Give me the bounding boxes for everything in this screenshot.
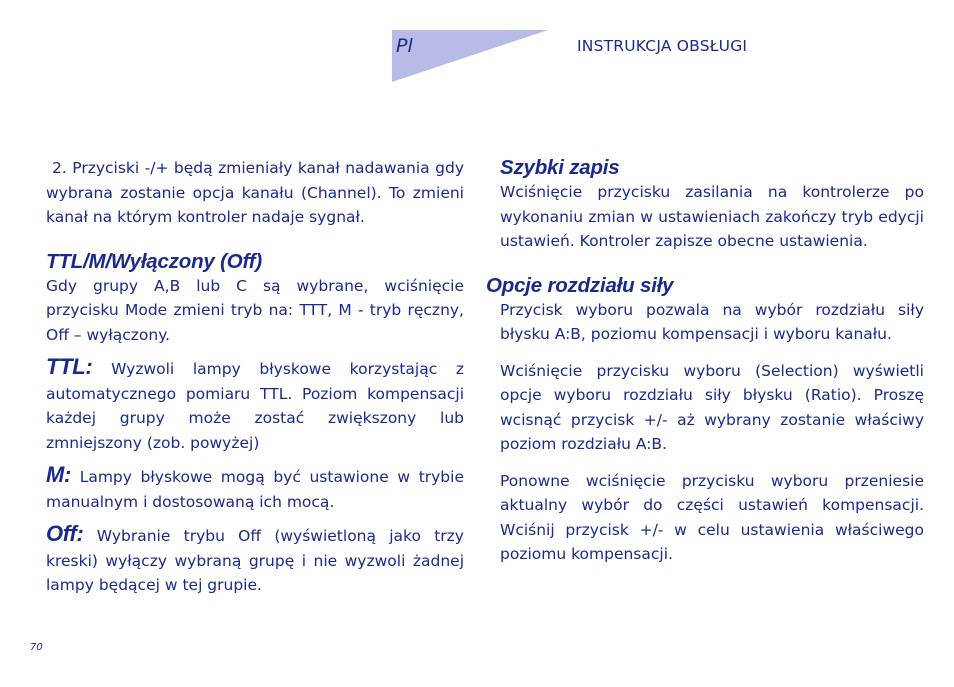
channel-paragraph: 2. Przyciski -/+ będą zmieniały kanał nadawania gdy wybrana zostanie opcja kanału (Channel). To zmieni kanał na którym kontroler nadaje sygnał.	[46, 159, 464, 226]
language-tab-shape	[392, 30, 548, 82]
ratio-paragraph-1: Przycisk wyboru pozwala na wybór rozdziału siły błysku A:B, poziomu kompensacji i wyboru kanału.	[500, 300, 924, 343]
language-tab	[392, 30, 548, 82]
mode-paragraph: Gdy grupy A,B lub C są wybrane, wciśnięcie przycisku Mode zmieni tryb na: TTT, M - tryb ręczny, Off – wyłączony.	[46, 276, 464, 344]
off-text: Wybranie trybu Off (wyświetloną jako trzy kreski) wyłączy wybraną grupę i nie wyzwoli żadnej lampy będącej w tej grupie.	[46, 527, 464, 594]
ratio-paragraph-3: Ponowne wciśnięcie przycisku wyboru przeniesie aktualny wybór do części ustawień kompensacji. Wciśnij przycisk +/- w celu ustawienia właściwego poziomu kompensacji.	[500, 471, 924, 563]
heading-quick-save: Szybki zapis	[500, 156, 620, 179]
ttl-paragraph	[46, 355, 464, 455]
m-term: M:	[46, 462, 72, 487]
ttl-text: Wyzwoli lampy błyskowe korzystając z automatycznego pomiaru TTL. Poziom kompensacji każdej grupy może zostać zwiększony lub zmniejszony (zob. powyżej)	[46, 360, 464, 452]
page-number: 70	[30, 642, 43, 653]
quick-save-paragraph: Wciśnięcie przycisku zasilania na kontrolerze po wykonaniu zmian w ustawieniach zakończy tryb edycji ustawień. Kontroler zapisze obecne ustawienia.	[500, 183, 924, 250]
off-paragraph	[46, 522, 464, 598]
heading-ratio-options: Opcje rozdziału siły	[486, 273, 674, 297]
ratio-paragraph-2: Wciśnięcie przycisku wyboru (Selection) wyświetli opcje wyboru rozdziału siły błysku (Ratio). Proszę wcisnąć przycisk +/- aż wybrany zostanie właściwy poziom rozdziału A:B.	[500, 361, 924, 453]
m-paragraph	[46, 463, 464, 514]
m-text: Lampy błyskowe mogą być ustawione w trybie manualnym i dostosowaną ich mocą.	[46, 468, 464, 511]
ttl-term: TTL:	[46, 354, 93, 379]
off-term: Off:	[46, 521, 84, 546]
heading-ttl-m-off: TTL/M/Wyłączony (Off)	[46, 249, 262, 273]
left-column	[46, 156, 464, 598]
language-code: Pl	[396, 35, 413, 57]
document-title: INSTRUKCJA OBSŁUGI	[577, 37, 748, 55]
right-column	[486, 156, 924, 567]
